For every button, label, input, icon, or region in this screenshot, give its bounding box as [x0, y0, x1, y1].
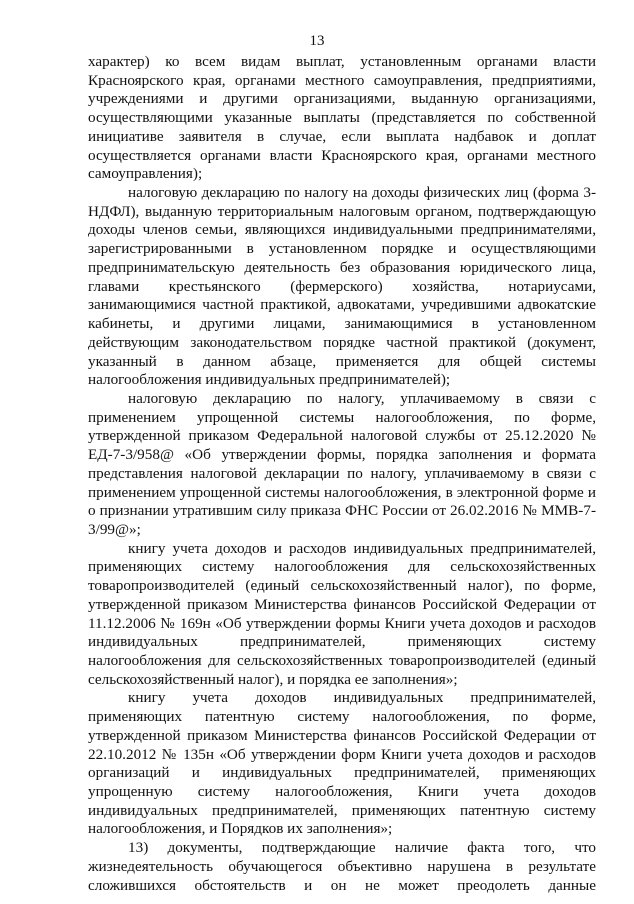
paragraph-patent-book: книгу учета доходов индивидуальных предпринимателей, применяющих патентную систему налогообложения, по форме, утвержденной приказом Министерства финансов Российской Федерации от 22.10.2012 № 135н «Об утверждении форм Книги учета доходов и расходов организаций и индивидуальных предпринимателей, применяющих упрощенную систему налогообложения, Книги учета доходов индивидуальных предпринимателей, применяющих патентную систему налогообложения, и Порядков их заполнения»;	[88, 689, 596, 838]
document-body	[88, 53, 596, 895]
paragraph-continuation: характер) ко всем видам выплат, установленным органами власти Красноярского края, органами местного самоуправления, предприятиями, учреждениями и другими организациями, выданную организациями, осуществляющими указанные выплаты (представляется по собственной инициативе заявителя в случае, если выплата надбавок и доплат осуществляется органами власти Красноярского края, органами местного самоуправления);	[88, 53, 596, 183]
paragraph-ndfl-declaration: налоговую декларацию по налогу на доходы физических лиц (форма 3-НДФЛ), выданную территориальным налоговым органом, подтверждающую доходы членов семьи, являющихся индивидуальными предпринимателями, зарегистрированными в установленном порядке и осуществляющими предпринимательскую деятельность без образования юридического лица, главами крестьянского (фермерского) хозяйства, нотариусами, занимающимися частной практикой, адвокатами, учредившими адвокатские кабинеты, и другими лицами, занимающимися в установленном действующим законодательством порядке частной практикой (документ, указанный в данном абзаце, применяется для общей системы налогообложения индивидуальных предпринимателей);	[88, 184, 596, 389]
paragraph-usn-declaration: налоговую декларацию по налогу, уплачиваемому в связи с применением упрощенной системы налогообложения, по форме, утвержденной приказом Федеральной налоговой службы от 25.12.2020 № ЕД-7-3/958@ «Об утверждении формы, порядка заполнения и формата представления налоговой декларации по налогу, уплачиваемому в связи с применением упрощенной системы налогообложения, в электронной форме и о признании утратившим силу приказа ФНС России от 26.02.2016 № ММВ-7-3/99@»;	[88, 389, 596, 538]
page-number: 13	[309, 33, 325, 49]
paragraph-item-13: 13) документы, подтверждающие наличие факта того, что жизнедеятельность обучающегося объективно нарушена в результате сложившихся обстоятельств и он не может преодолеть данные	[88, 839, 596, 894]
paragraph-eshn-book: книгу учета доходов и расходов индивидуальных предпринимателей, применяющих систему налогообложения для сельскохозяйственных товаропроизводителей (единый сельскохозяйственный налог), по форме, утвержденной приказом Министерства финансов Российской Федерации от 11.12.2006 № 169н «Об утверждении формы Книги учета доходов и расходов индивидуальных предпринимателей, применяющих систему налогообложения для сельскохозяйственных товаропроизводителей (единый сельскохозяйственный налог), и порядка ее заполнения»;	[88, 539, 596, 688]
